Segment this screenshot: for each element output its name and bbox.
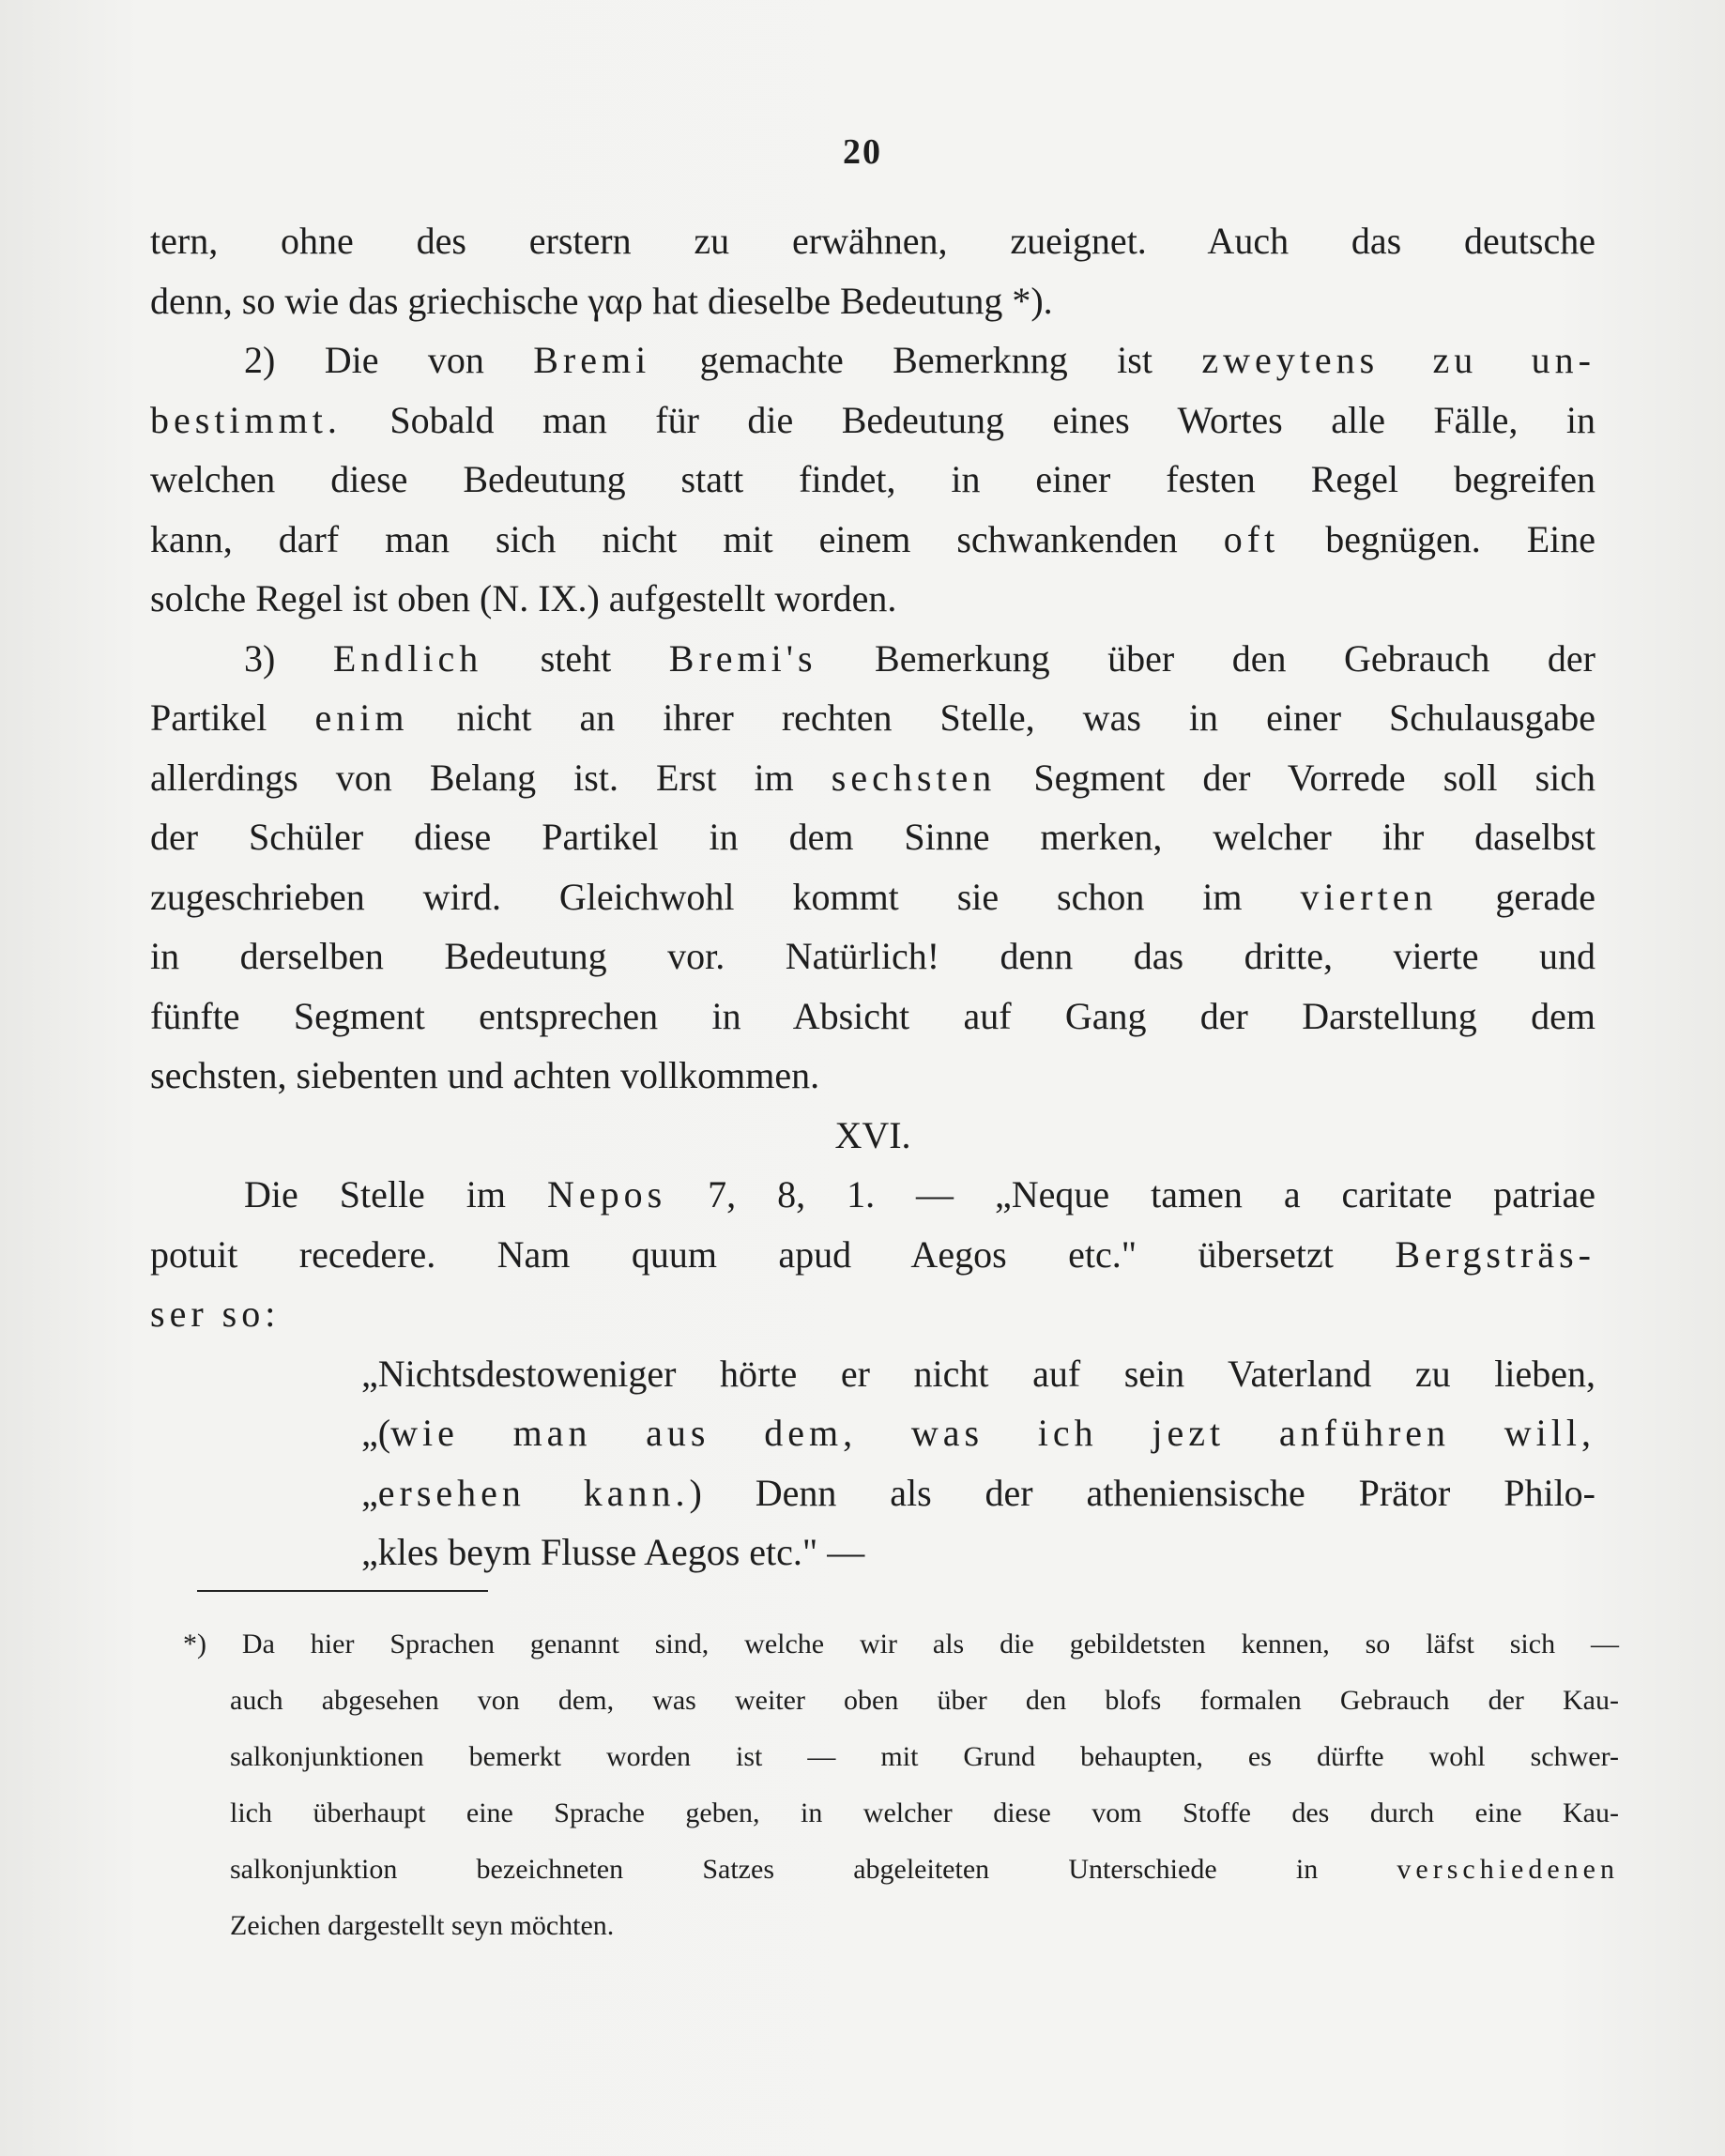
text-line: zugeschrieben wird. Gleichwohl kommt sie schon im vierten gerade — [150, 875, 1595, 918]
text-line: 3) Endlich steht Bremi's Bemerkung über den Gebrauch der — [244, 636, 1595, 680]
quote-line: „kles beym Flusse Aegos etc." — — [361, 1531, 865, 1573]
footnote-line: lich überhaupt eine Sprache geben, in welcher diese vom Stoffe des durch eine Kau- — [230, 1797, 1619, 1828]
footnote-line: Zeichen dargestellt seyn möchten. — [230, 1910, 615, 1941]
text-line: Partikel enim nicht an ihrer rechten Stelle, was in einer Schulausgabe — [150, 696, 1595, 739]
text-line: bestimmt. Sobald man für die Bedeutung eines Wortes alle Fälle, in — [150, 398, 1595, 441]
text-line: sechsten, siebenten und achten vollkommen. — [150, 1054, 820, 1096]
footnote-line: salkonjunktion bezeichneten Satzes abgeleiteten Unterschiede in verschiedenen — [230, 1854, 1619, 1885]
text-line: kann, darf man sich nicht mit einem schwankenden oft begnügen. Eine — [150, 517, 1595, 560]
quote-line: „Nichtsdestoweniger hörte er nicht auf sein Vaterland zu lieben, — [361, 1352, 1595, 1395]
text-line: tern, ohne des erstern zu erwähnen, zueignet. Auch das deutsche — [150, 220, 1595, 262]
page-number: 20 — [843, 132, 882, 172]
footnote-line: *) Da hier Sprachen genannt sind, welche wir als die gebildetsten kennen, so läfst sich — — [183, 1628, 1619, 1659]
text-line: in derselben Bedeutung vor. Natürlich! denn das dritte, vierte und — [150, 935, 1595, 977]
footnote — [183, 1616, 1619, 1954]
quote-line: „ersehen kann.) Denn als der atheniensische Prätor Philo- — [361, 1471, 1596, 1514]
text-line: der Schüler diese Partikel in dem Sinne merken, welcher ihr daselbst — [150, 816, 1595, 858]
text-line: welchen diese Bedeutung statt findet, in einer festen Regel begreifen — [150, 458, 1595, 500]
text-line: fünfte Segment entsprechen in Absicht auf Gang der Darstellung dem — [150, 994, 1595, 1037]
footnote-divider — [197, 1590, 488, 1592]
footnote-line: auch abgesehen von dem, was weiter oben über den blofs formalen Gebrauch der Kau- — [230, 1685, 1619, 1716]
text-line: ser so: — [150, 1292, 281, 1335]
text-line: denn, so wie das griechische γαρ hat dieselbe Bedeutung *). — [150, 279, 1053, 322]
quote-line: „(wie man aus dem, was ich jezt anführen will, — [361, 1412, 1595, 1454]
text-line: allerdings von Belang ist. Erst im sechsten Segment der Vorrede soll sich — [150, 756, 1595, 799]
section-heading: XVI. — [834, 1113, 911, 1156]
main-text — [150, 211, 1595, 1583]
text-line: potuit recedere. Nam quum apud Aegos etc." übersetzt Bergsträs- — [150, 1232, 1595, 1276]
text-line: Die Stelle im Nepos 7, 8, 1. — „Neque tamen a caritate patriae — [244, 1173, 1595, 1216]
text-line: solche Regel ist oben (N. IX.) aufgestellt worden. — [150, 577, 897, 619]
text-line: 2) Die von Bremi gemachte Bemerknng ist zweytens zu un- — [244, 339, 1595, 381]
footnote-line: salkonjunktionen bemerkt worden ist — mit Grund behaupten, es dürfte wohl schwer- — [230, 1741, 1619, 1772]
